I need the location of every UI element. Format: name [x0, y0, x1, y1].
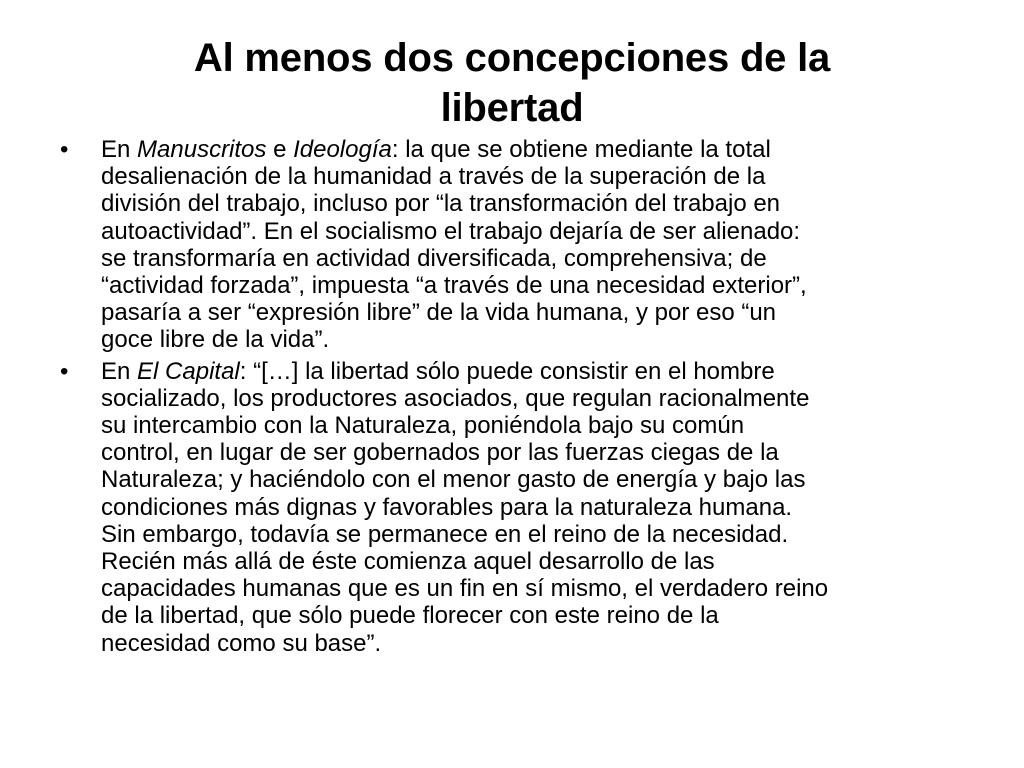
text-line: pasaría a ser “expresión libre” de la vida humana, y por eso “un [101, 299, 777, 327]
text-line: Recién más allá de éste comienza aquel desarrollo de las [101, 548, 715, 576]
bullet-dot-icon: • [60, 136, 69, 163]
text-line: desalienación de la humanidad a través de la superación de la [101, 163, 766, 191]
text-line: socializado, los productores asociados, que regulan racionalmente [101, 384, 810, 412]
text-line: Naturaleza; y haciéndolo con el menor gasto de energía y bajo las [101, 466, 806, 494]
work-title: Manuscritos [137, 136, 267, 163]
bullet-list [60, 136, 972, 657]
text-line: goce libre de la vida”. [101, 326, 330, 354]
text-line: de la libertad, que sólo puede florecer con este reino de la [101, 602, 719, 630]
title-line-1: Al menos dos concepciones de la [193, 35, 831, 80]
text-line: su intercambio con la Naturaleza, poniéndola bajo su común [101, 412, 745, 440]
text-line: se transformaría en actividad diversificada, comprehensiva; de [101, 244, 767, 272]
bullet-item-manuscritos [60, 136, 972, 354]
text-line: condiciones más dignas y favorables para la naturaleza humana. [101, 493, 793, 521]
text-line: necesidad como su base”. [101, 629, 382, 657]
text-line: En El Capital: “[…] la libertad sólo puede consistir en el hombre [101, 357, 775, 385]
text-line: Sin embargo, todavía se permanece en el reino de la necesidad. [101, 520, 789, 548]
text-line: división del trabajo, incluso por “la transformación del trabajo en [101, 190, 781, 218]
title-line-2: libertad [440, 85, 584, 130]
text-line: autoactividad”. En el socialismo el trabajo dejaría de ser alienado: [101, 217, 801, 245]
work-title: Ideología [293, 136, 392, 163]
bullet-item-el-capital [60, 358, 972, 657]
text-line: control, en lugar de ser gobernados por las fuerzas ciegas de la [101, 439, 779, 467]
bullet-dot-icon: • [60, 357, 69, 385]
slide-body [60, 136, 972, 661]
text-line: “actividad forzada”, impuesta “a través de una necesidad exterior”, [101, 272, 807, 300]
text-line: En Manuscritos e Ideología: la que se obtiene mediante la total [101, 136, 771, 163]
work-title: El Capital [137, 357, 240, 385]
slide-title [0, 33, 1024, 133]
text-line: capacidades humanas que es un fin en sí mismo, el verdadero reino [101, 575, 829, 603]
